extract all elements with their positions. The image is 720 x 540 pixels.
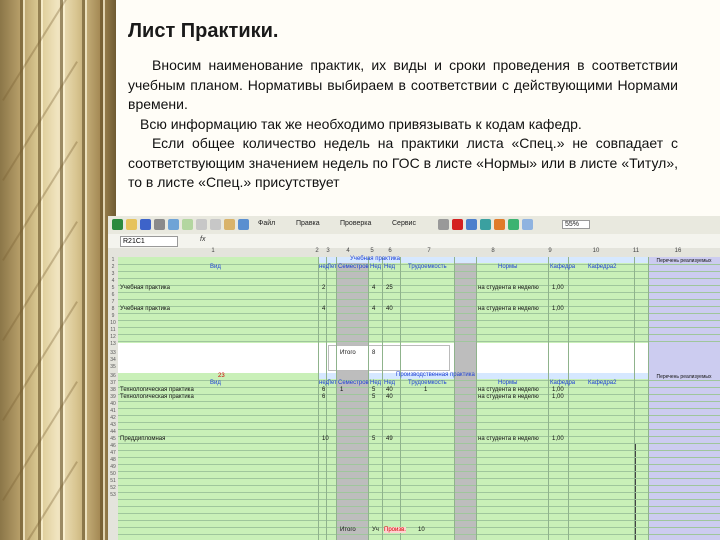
total-label: Итого <box>340 350 356 356</box>
b-hdr-labor: Трудоемкость <box>408 380 447 386</box>
preview-icon[interactable] <box>168 219 179 230</box>
copy-icon[interactable] <box>210 219 221 230</box>
bottom-red-marker: 23 <box>218 373 225 379</box>
prediploma-name[interactable]: Преддипломная <box>120 436 166 442</box>
row-value[interactable]: 1,00 <box>552 306 564 312</box>
drawing-icon[interactable] <box>494 219 505 230</box>
row-hours[interactable]: 40 <box>386 306 393 312</box>
b-hdr-ned2: Нед <box>370 380 382 386</box>
row-hours[interactable]: 25 <box>386 285 393 291</box>
hdr-labor: Трудоемкость <box>408 264 447 270</box>
paragraph-department-codes: Всю информацию так же необходимо привязывать к кодам кафедр. <box>140 115 582 132</box>
menu-file[interactable]: Файл <box>258 220 276 227</box>
b-row-b[interactable]: 1 <box>424 387 428 393</box>
row-header[interactable]: 37 <box>110 380 116 386</box>
b-row-weeks[interactable]: 5 <box>372 387 376 393</box>
row-header[interactable]: 39 <box>110 394 116 400</box>
row-header[interactable]: 52 <box>110 485 116 491</box>
menu-service[interactable]: Сервис <box>392 220 416 227</box>
gap-cell-frame <box>328 345 450 371</box>
name-box[interactable]: R21C1 <box>120 236 178 247</box>
row-header[interactable]: 3 <box>111 271 115 277</box>
spreadsheet-grid[interactable] <box>118 257 720 540</box>
hdr-let: Лет <box>327 264 337 270</box>
b-row-value[interactable]: 1,00 <box>552 387 564 393</box>
top-group-header: Учебная практика <box>350 256 401 262</box>
row-header[interactable]: 6 <box>111 292 115 298</box>
b-hdr-sem: Семестров <box>338 380 369 386</box>
row-weeks[interactable]: 4 <box>372 285 376 291</box>
sort-icon[interactable] <box>466 219 477 230</box>
formula-bar <box>108 234 720 249</box>
row-weeks[interactable]: 4 <box>372 306 376 312</box>
slide-body-text <box>128 56 678 193</box>
decorative-diagonal-lines <box>0 0 116 540</box>
b-row-name[interactable]: Технологическая практика <box>120 387 194 393</box>
row-header[interactable]: 11 <box>110 327 116 333</box>
b-hdr-ned3: Нед <box>384 380 396 386</box>
b-total-sub: Уч <box>372 527 379 533</box>
row-header[interactable]: 42 <box>110 415 116 421</box>
hdr-ned3: Нед <box>384 264 396 270</box>
row-header[interactable]: 47 <box>110 450 116 456</box>
row-name[interactable]: Учебная практика <box>120 285 171 291</box>
b-row-name[interactable]: Технологическая практика <box>120 394 194 400</box>
row-header[interactable]: 48 <box>110 457 116 463</box>
row-header[interactable]: 38 <box>110 387 116 393</box>
b-total-red: Произв. <box>384 527 406 533</box>
b-hdr-ned: нед <box>319 380 330 386</box>
row-value[interactable]: 1,00 <box>552 285 564 291</box>
open-icon[interactable] <box>126 219 137 230</box>
row-header[interactable]: 7 <box>111 299 115 305</box>
spellcheck-icon[interactable] <box>182 219 193 230</box>
col-header[interactable]: 4 <box>346 248 350 254</box>
row-header[interactable]: 33 <box>110 350 116 356</box>
hdr-ned: нед <box>319 264 330 270</box>
row-header[interactable]: 43 <box>110 422 116 428</box>
col-header[interactable]: 16 <box>674 248 682 254</box>
total-value: 8 <box>372 350 376 356</box>
hdr-dept: Кафедра <box>550 264 576 270</box>
excel-toolbar <box>108 216 720 235</box>
col-header[interactable]: 7 <box>427 248 431 254</box>
menu-check[interactable]: Проверка <box>340 220 372 227</box>
row-header[interactable]: 53 <box>110 492 116 498</box>
b-total-value: 10 <box>418 527 425 533</box>
b-hdr-vid: Вид <box>210 380 221 386</box>
help-icon[interactable] <box>522 219 533 230</box>
paste-icon[interactable] <box>224 219 235 230</box>
row-header[interactable]: 34 <box>110 357 116 363</box>
col-header[interactable]: 2 <box>315 248 319 254</box>
b-hdr-dept: Кафедра <box>550 380 576 386</box>
row-header[interactable]: 49 <box>110 464 116 470</box>
col-header[interactable]: 11 <box>632 248 640 254</box>
row-header[interactable]: 12 <box>110 334 116 340</box>
col-header[interactable]: 5 <box>370 248 374 254</box>
b-hdr-norms: Нормы <box>498 380 518 386</box>
b-row-value[interactable]: 1,00 <box>552 394 564 400</box>
b-row-a[interactable]: 1 <box>340 387 344 393</box>
col-header[interactable]: 1 <box>211 248 215 254</box>
hdr-dept2: Кафедра2 <box>588 264 617 270</box>
row-header[interactable]: 46 <box>110 443 116 449</box>
menu-edit[interactable]: Правка <box>296 220 320 227</box>
row-header[interactable]: 1 <box>111 257 115 263</box>
row-norm[interactable]: на студента в неделю <box>478 306 539 312</box>
row-header[interactable]: 51 <box>110 478 116 484</box>
b-row-norm[interactable]: на студента в неделю <box>478 387 539 393</box>
row-header[interactable]: 44 <box>110 429 116 435</box>
hdr-list: Перечень реализуемых <box>656 258 712 264</box>
row-header[interactable]: 8 <box>111 306 115 312</box>
row-header[interactable]: 50 <box>110 471 116 477</box>
col-header[interactable]: 3 <box>326 248 330 254</box>
excel-screenshot <box>108 216 720 540</box>
hdr-norms: Нормы <box>498 264 518 270</box>
b-row-hours[interactable]: 40 <box>386 387 393 393</box>
hdr-ned2: Нед <box>370 264 382 270</box>
map-icon[interactable] <box>508 219 519 230</box>
row-header[interactable]: 40 <box>110 401 116 407</box>
cut-icon[interactable] <box>196 219 207 230</box>
b-hdr-let: Лет <box>327 380 337 386</box>
row-sem[interactable]: 4 <box>322 306 326 312</box>
bottom-group-header: Производственная практика <box>396 372 475 378</box>
col-header[interactable]: 10 <box>592 248 600 254</box>
paragraph-weeks-mismatch: Если общее количество недель на практики листа «Спец.» не совпадает с соответствующим значением недель по ГОС в листе «Нормы» или в листе «Титул», то в листе «Спец.» присутствует <box>128 135 678 190</box>
col-header[interactable]: 8 <box>491 248 495 254</box>
hdr-sem: Семестров <box>338 264 369 270</box>
b-row-hours[interactable]: 40 <box>386 394 393 400</box>
zoom-select[interactable]: 55% <box>562 220 590 229</box>
prediploma-value[interactable]: 1,00 <box>552 436 564 442</box>
print-icon[interactable] <box>154 219 165 230</box>
b-total-label: Итого <box>340 527 356 533</box>
hdr-vid: Вид <box>210 264 221 270</box>
prediploma-sem[interactable]: 10 <box>322 436 329 442</box>
b-hdr-list: Перечень реализуемых <box>656 374 712 380</box>
row-norm[interactable]: на студента в неделю <box>478 285 539 291</box>
b-row-weeks[interactable]: 5 <box>372 394 376 400</box>
row-header[interactable]: 45 <box>110 436 116 442</box>
paragraph-practice-names: Вносим наименование практик, их виды и сроки проведения в соответствии учебным планом. Нормативы выбираем в соответствии с действующими Нормами времени. <box>128 57 678 112</box>
b-row-sem[interactable]: 6 <box>322 394 326 400</box>
b-row-sem[interactable]: 6 <box>322 387 326 393</box>
sigma-icon[interactable] <box>438 219 449 230</box>
b-hdr-dept2: Кафедра2 <box>588 380 617 386</box>
row-name[interactable]: Учебная практика <box>120 306 171 312</box>
col-header[interactable]: 9 <box>548 248 552 254</box>
undo-icon[interactable] <box>238 219 249 230</box>
fx-icon: fx <box>200 236 206 243</box>
save-icon[interactable] <box>140 219 151 230</box>
row-header[interactable]: 41 <box>110 408 116 414</box>
row-header[interactable]: 5 <box>111 285 115 291</box>
slide-title: Лист Практики. <box>128 20 279 42</box>
row-header[interactable]: 35 <box>110 364 116 370</box>
prediploma-weeks[interactable]: 5 <box>372 436 376 442</box>
row-header[interactable]: 2 <box>111 264 115 270</box>
excel-app-icon <box>112 219 123 230</box>
prediploma-hours[interactable]: 49 <box>386 436 393 442</box>
add-icon[interactable] <box>452 219 463 230</box>
row-header[interactable]: 36 <box>110 373 116 379</box>
chart-icon[interactable] <box>480 219 491 230</box>
row-header[interactable]: 10 <box>110 320 116 326</box>
row-header[interactable]: 4 <box>111 278 115 284</box>
row-header[interactable]: 9 <box>111 313 115 319</box>
col-header[interactable]: 6 <box>388 248 392 254</box>
b-row-norm[interactable]: на студента в неделю <box>478 394 539 400</box>
row-sem[interactable]: 2 <box>322 285 326 291</box>
prediploma-norm[interactable]: на студента в неделю <box>478 436 539 442</box>
row-header[interactable]: 13 <box>110 341 116 347</box>
